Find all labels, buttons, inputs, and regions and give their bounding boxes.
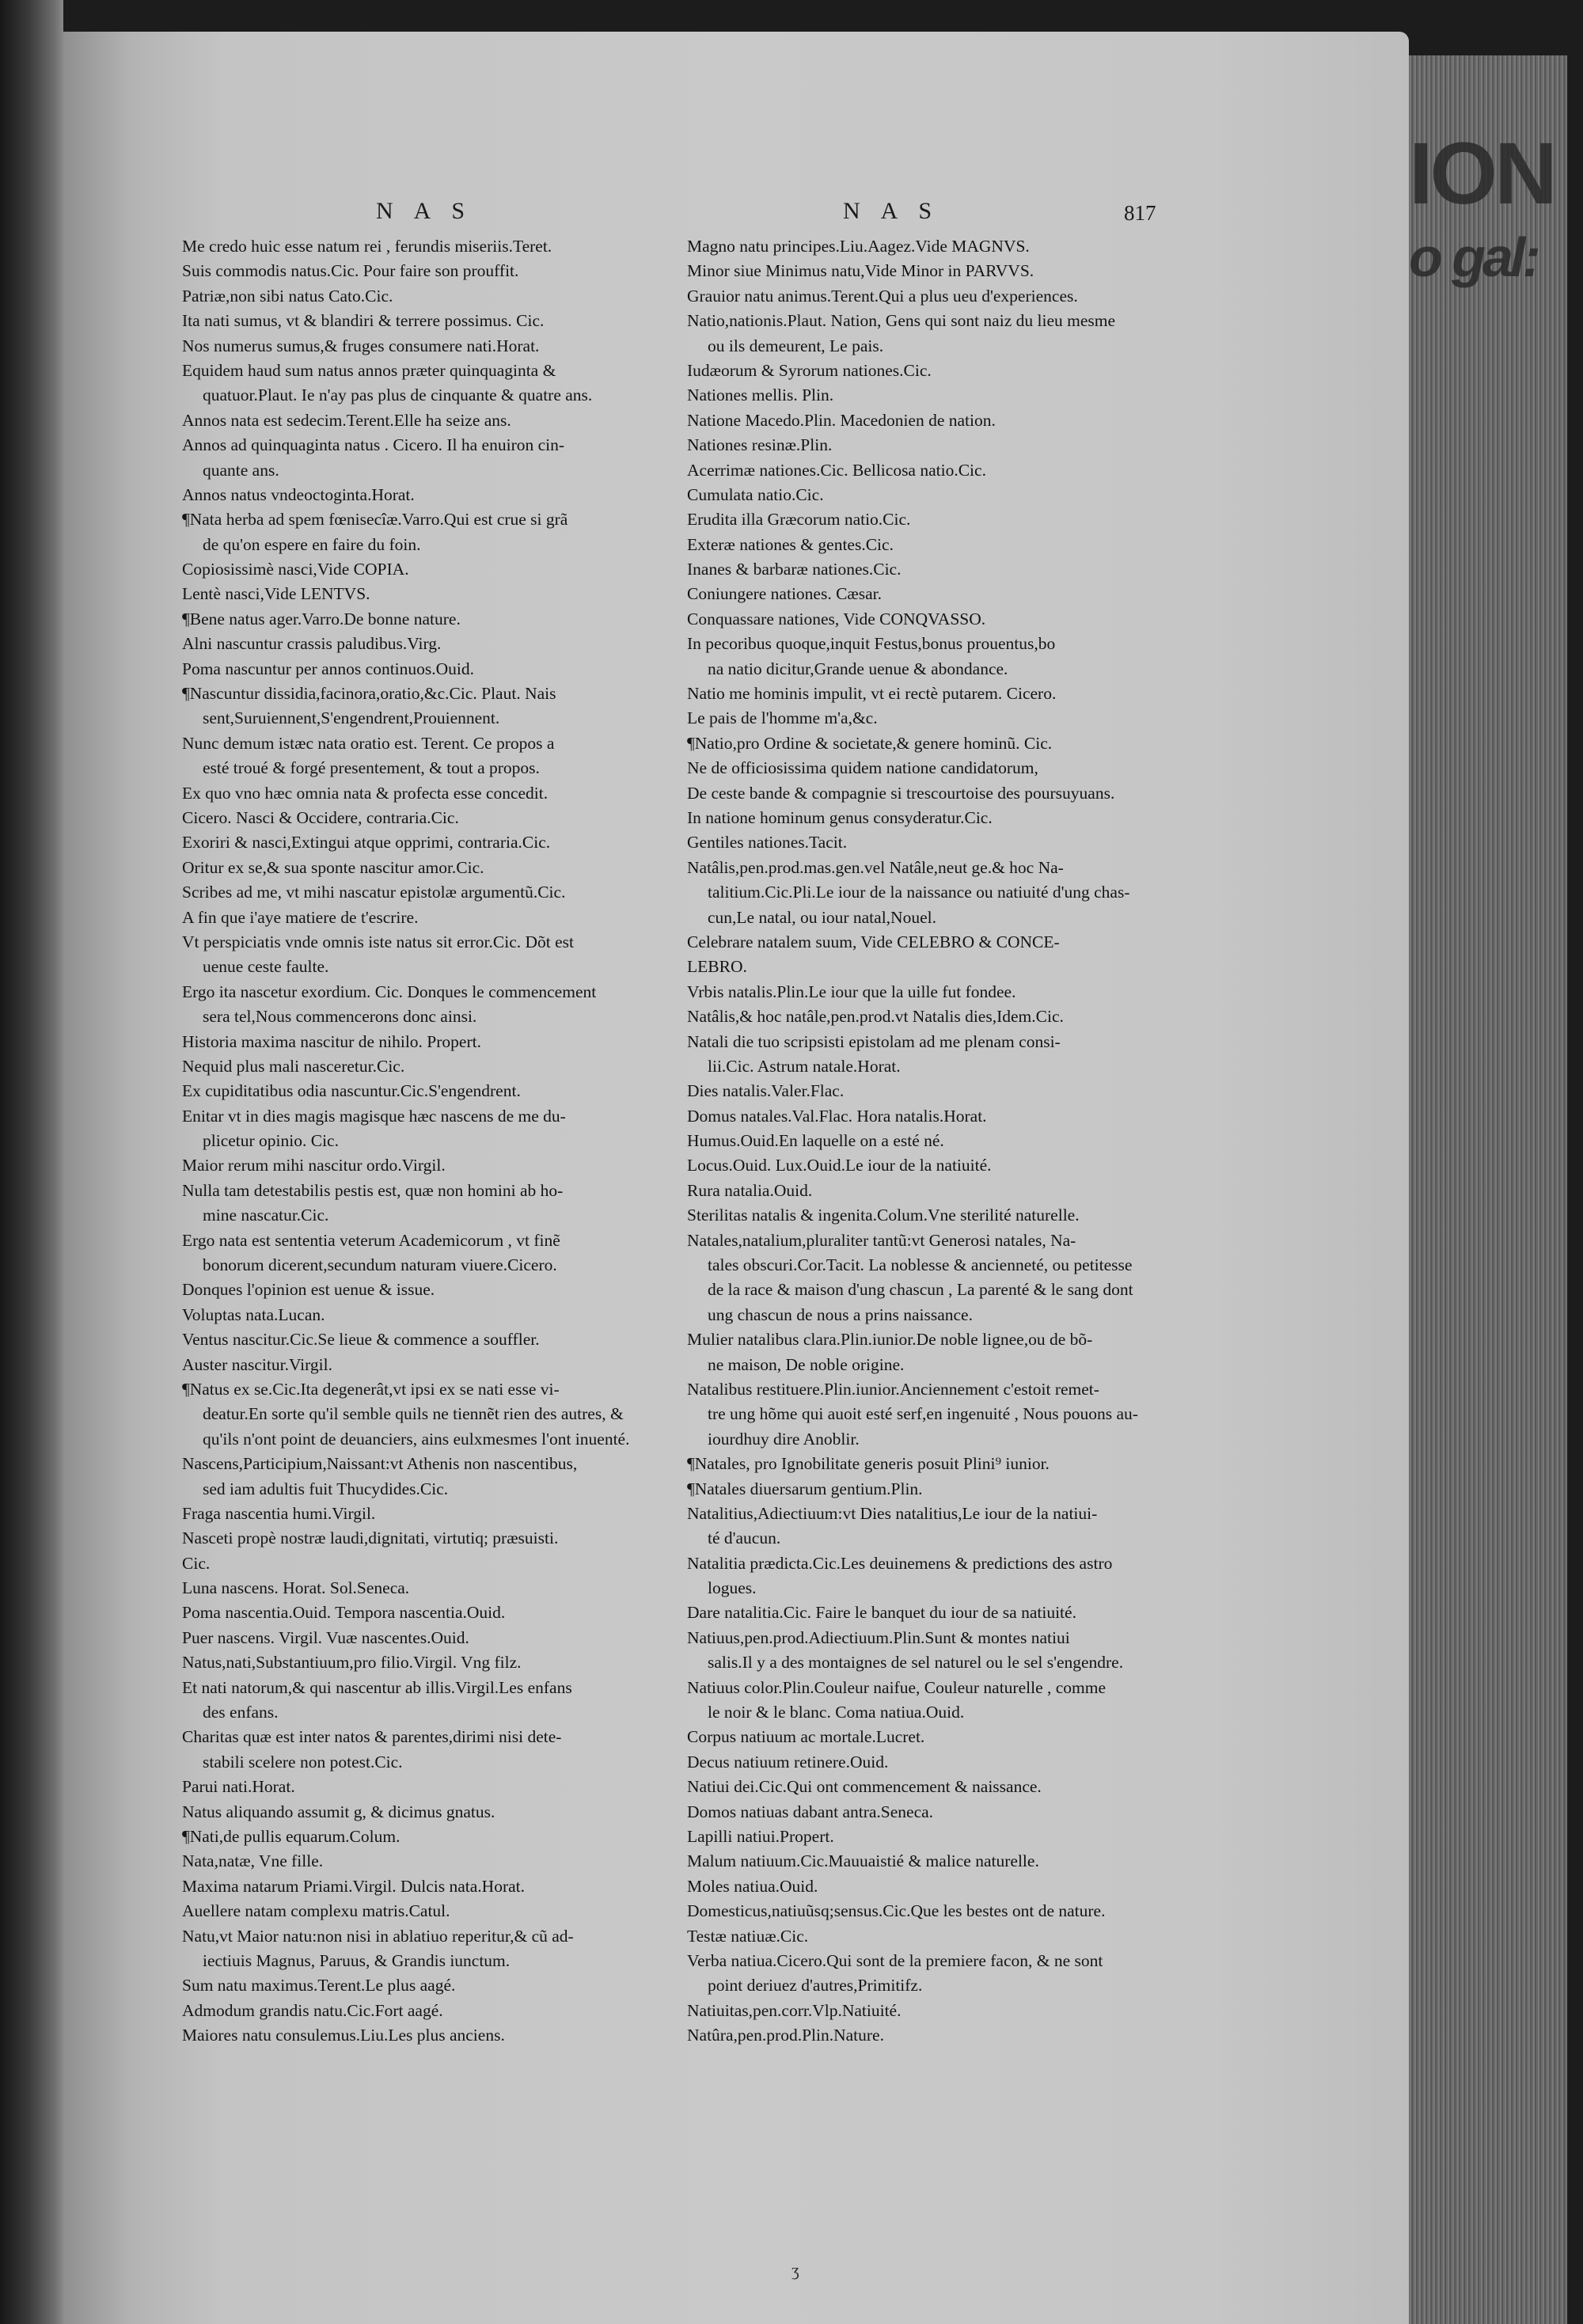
right-column-line: Natalibus restituere.Plin.iunior.Anciennement c'estoit remet- [687,1379,1099,1399]
right-column-line: Minor siue Minimus natu,Vide Minor in PARVVS. [687,261,1034,281]
right-column-line: De ceste bande & compagnie si trescourtoise des poursuyuans. [687,783,1115,803]
left-column-line: Ex cupiditatibus odia nascuntur.Cic.S'engendrent. [182,1081,521,1101]
left-column-line: stabili scelere non potest.Cic. [203,1752,403,1771]
left-column-line: Nasceti propè nostræ laudi,dignitati, virtutiq; præsuisti. [182,1528,559,1548]
right-column-line: Natione Macedo.Plin. Macedonien de nation. [687,410,996,430]
right-column-line: Natalitius,Adiectiuum:vt Dies natalitius,Le iour de la natiui- [687,1503,1098,1523]
left-column-line: Oritur ex se,& sua sponte nascitur amor.Cic. [182,857,484,877]
left-column-line: Enitar vt in dies magis magisque hæc nascens de me du- [182,1106,566,1126]
left-column-line: sent,Suruiennent,S'engendrent,Prouiennent. [203,708,500,728]
right-column-line: tales obscuri.Cor.Tacit. La noblesse & ancienneté, ou petitesse [708,1255,1133,1275]
right-column-line: Natiuus color.Plin.Couleur naifue, Couleur naturelle , comme [687,1677,1107,1697]
left-column-line: Charitas quæ est inter natos & parentes,dirimi nisi dete- [182,1727,562,1747]
right-column-line: Gentiles nationes.Tacit. [687,833,848,853]
right-column-line: Natales,natalium,pluraliter tantũ:vt Generosi natales, Na- [687,1230,1076,1250]
right-column-line: Domos natiuas dabant antra.Seneca. [687,1802,934,1821]
right-column-line: Verba natiua.Cicero.Qui sont de la premiere facon, & ne sont [687,1950,1103,1970]
right-column-line: Grauior natu animus.Terent.Qui a plus ueu d'experiences. [687,286,1078,306]
right-column-line: Natâlis,pen.prod.mas.gen.vel Natâle,neut ge.& hoc Na- [687,857,1064,877]
left-column-line: Nata,natæ, Vne fille. [182,1851,324,1871]
right-column-line: ¶Natales, pro Ignobilitate generis posuit Plini⁹ iunior. [687,1454,1050,1474]
right-column-line: Magno natu principes.Liu.Aagez.Vide MAGNVS. [687,237,1030,256]
right-column-line: Vrbis natalis.Plin.Le iour que la uille fut fondee. [687,982,1016,1001]
right-column-line: In pecoribus quoque,inquit Festus,bonus prouentus,bo [687,634,1056,654]
spine-label-line1: ION [1409,127,1555,222]
left-column-line: Maxima natarum Priami.Virgil. Dulcis nata.Horat. [182,1876,525,1896]
left-column-line: Natus,nati,Substantiuum,pro filio.Virgil. Vng filz. [182,1653,522,1673]
right-column-line: le noir & le blanc. Coma natiua.Ouid. [708,1703,965,1722]
left-column-line: Nascens,Participium,Naissant:vt Athenis non nascentibus, [182,1454,578,1474]
right-column-line: Natalitia prædicta.Cic.Les deuinemens & predictions des astro [687,1553,1113,1573]
left-column-line: Exoriri & nasci,Extingui atque opprimi, contraria.Cic. [182,833,551,853]
left-column-line: Parui nati.Horat. [182,1777,295,1797]
left-column-line: plicetur opinio. Cic. [203,1131,339,1151]
right-column-line: Inanes & barbaræ nationes.Cic. [687,560,902,579]
left-column-line: Patriæ,non sibi natus Cato.Cic. [182,286,393,306]
right-column-line: ¶Natio,pro Ordine & societate,& genere hominũ. Cic. [687,733,1053,753]
right-column-line: logues. [708,1578,757,1598]
left-column-line: Puer nascens. Virgil. Vuæ nascentes.Ouid. [182,1627,469,1647]
left-column-line: Annos nata est sedecim.Terent.Elle ha seize ans. [182,410,511,430]
right-column-line: Dies natalis.Valer.Flac. [687,1081,845,1101]
left-column [182,234,673,2049]
page-number: 817 [1124,201,1156,225]
left-column-line: ¶Nascuntur dissidia,facinora,oratio,&c.Cic. Plaut. Nais [182,684,556,704]
right-column-line: Natali die tuo scripsisti epistolam ad me plenam consi- [687,1031,1061,1051]
spine-label [1409,127,1583,332]
left-column-line: Vt perspiciatis vnde omnis iste natus sit error.Cic. Dõt est [182,932,575,951]
right-column-line: Natiuitas,pen.corr.Vlp.Natiuité. [687,2000,902,2020]
right-column-line: Moles natiua.Ouid. [687,1876,818,1896]
left-column-line: Lentè nasci,Vide LENTVS. [182,584,370,604]
right-column-line: Dare natalitia.Cic. Faire le banquet du iour de sa natiuité. [687,1603,1076,1623]
right-column-line: Iudæorum & Syrorum nationes.Cic. [687,360,932,380]
left-column-line: Scribes ad me, vt mihi nascatur epistolæ argumentũ.Cic. [182,883,566,902]
right-column-line: Le pais de l'homme m'a,&c. [687,708,878,728]
left-column-line: Annos natus vndeoctoginta.Horat. [182,484,415,504]
right-column-line: ne maison, De noble origine. [708,1354,905,1374]
left-column-line: qu'ils n'ont point de deuanciers, ains eulxmesmes l'ont inuenté. [203,1429,630,1449]
right-column-line: tre ung hõme qui auoit esté serf,en ingenuité , Nous pouons au- [708,1404,1138,1424]
right-column [687,234,1186,2049]
right-column-line: Humus.Ouid.En laquelle on a esté né. [687,1131,944,1151]
right-column-line: na natio dicitur,Grande uenue & abondance. [708,659,1008,678]
left-column-line: ¶Nata herba ad spem fœnisecîæ.Varro.Qui est crue si grã [182,510,568,530]
right-column-line: Exteræ nationes & gentes.Cic. [687,534,894,554]
left-column-line: uenue ceste faulte. [203,957,329,977]
right-column-line: Domesticus,natiuũsq;sensus.Cic.Que les bestes ont de nature. [687,1901,1106,1921]
left-column-line: esté troué & forgé presentement, & tout a propos. [203,758,540,778]
signature-mark: ʒ [792,2260,799,2280]
running-head-left: NAS [376,198,486,224]
left-column-line: Et nati natorum,& qui nascentur ab illis.Virgil.Les enfans [182,1677,572,1697]
right-column-line: In natione hominum genus consyderatur.Cic. [687,807,993,827]
right-column-line: Natio,nationis.Plaut. Nation, Gens qui sont naiz du lieu mesme [687,311,1116,331]
right-column-line: Conquassare nationes, Vide CONQVASSO. [687,609,986,628]
left-column-line: Nos numerus sumus,& fruges consumere nati.Horat. [182,336,540,355]
left-column-line: Cic. [182,1553,211,1573]
left-column-line: Natu,vt Maior natu:non nisi in ablatiuo reperitur,& cũ ad- [182,1926,574,1946]
right-column-line: Coniungere nationes. Cæsar. [687,584,883,604]
left-column-line: Maiores natu consulemus.Liu.Les plus anciens. [182,2026,505,2045]
right-column-line: Mulier natalibus clara.Plin.iunior.De noble lignee,ou de bõ- [687,1330,1093,1350]
left-column-line: iectiuis Magnus, Paruus, & Grandis iunctum. [203,1950,511,1970]
left-column-line: deatur.En sorte qu'il semble quils ne tiennẽt rien des autres, & [203,1404,624,1424]
right-column-line: lii.Cic. Astrum natale.Horat. [708,1056,901,1076]
left-column-line: Nulla tam detestabilis pestis est, quæ non homini ab ho- [182,1180,564,1200]
left-column-line: Copiosissimè nasci,Vide COPIA. [182,560,409,579]
left-column-line: Voluptas nata.Lucan. [182,1304,325,1324]
left-column-line: Poma nascentia.Ouid. Tempora nascentia.Ouid. [182,1603,506,1623]
right-column-line: Natâlis,& hoc natâle,pen.prod.vt Natalis dies,Idem.Cic. [687,1007,1064,1027]
left-column-line: Nunc demum istæc nata oratio est. Terent. Ce propos a [182,733,555,753]
left-column-line: Ex quo vno hæc omnia nata & profecta esse concedit. [182,783,549,803]
running-head-right: NAS [843,198,953,224]
left-column-line: Auster nascitur.Virgil. [182,1354,332,1374]
right-column-line: té d'aucun. [708,1528,781,1548]
book-binding [0,0,63,2324]
left-column-line: Annos ad quinquaginta natus . Cicero. Il ha enuiron cin- [182,435,565,455]
right-column-line: Natiui dei.Cic.Qui ont commencement & naissance. [687,1777,1042,1797]
right-column-line: iourdhuy dire Anoblir. [708,1429,860,1449]
right-column-line: Nationes resinæ.Plin. [687,435,833,455]
right-column-line: Lapilli natiui.Propert. [687,1827,834,1846]
left-column-line: Equidem haud sum natus annos præter quinquaginta & [182,360,556,380]
right-column-line: Natiuus,pen.prod.Adiectiuum.Plin.Sunt & montes natiui [687,1627,1070,1647]
right-column-line: Erudita illa Græcorum natio.Cic. [687,510,911,530]
right-column-line: cun,Le natal, ou iour natal,Nouel. [708,907,936,927]
left-column-line: mine nascatur.Cic. [203,1206,329,1225]
left-column-line: ¶Bene natus ager.Varro.De bonne nature. [182,609,461,628]
left-column-line: Historia maxima nascitur de nihilo. Propert. [182,1031,481,1051]
right-column-line: Corpus natiuum ac mortale.Lucret. [687,1727,925,1747]
left-column-line: Ergo nata est sententia veterum Academicorum , vt finẽ [182,1230,560,1250]
left-column-line: de qu'on espere en faire du foin. [203,534,421,554]
right-column-line: Decus natiuum retinere.Ouid. [687,1752,889,1771]
spine-label-line2: o gal: [1409,226,1538,288]
left-column-line: Sum natu maximus.Terent.Le plus aagé. [182,1976,456,1996]
right-column-line: Rura natalia.Ouid. [687,1180,813,1200]
right-column-line: Sterilitas natalis & ingenita.Colum.Vne sterilité naturelle. [687,1206,1080,1225]
left-column-line: Poma nascuntur per annos continuos.Ouid. [182,659,475,678]
left-column-line: sera tel,Nous commencerons donc ainsi. [203,1007,477,1027]
left-column-line: Nequid plus mali nasceretur.Cic. [182,1056,405,1076]
left-column-line: quatuor.Plaut. Ie n'ay pas plus de cinquante & quatre ans. [203,385,593,405]
right-column-line: Natio me hominis impulit, vt ei rectè putarem. Cicero. [687,684,1057,704]
left-column-line: Admodum grandis natu.Cic.Fort aagé. [182,2000,443,2020]
right-column-line: Natûra,pen.prod.Plin.Nature. [687,2026,884,2045]
left-column-line: Auellere natam complexu matris.Catul. [182,1901,450,1921]
right-column-line: ung chascun de nous a prins naissance. [708,1304,973,1324]
page-edges [1409,55,1567,2324]
right-column-line: Nationes mellis. Plin. [687,385,834,405]
right-column-line: point deriuez d'autres,Primitifz. [708,1976,923,1996]
right-column-line: Cumulata natio.Cic. [687,484,824,504]
left-column-line: Donques l'opinion est uenue & issue. [182,1280,435,1300]
left-column-line: Cicero. Nasci & Occidere, contraria.Cic. [182,807,459,827]
right-column-line: Locus.Ouid. Lux.Ouid.Le iour de la natiuité. [687,1156,992,1175]
right-column-line: ¶Natales diuersarum gentium.Plin. [687,1479,923,1498]
left-column-line: Ita nati sumus, vt & blandiri & terrere possimus. Cic. [182,311,545,331]
left-column-line: Me credo huic esse natum rei , ferundis miseriis.Teret. [182,237,552,256]
left-column-line: Ventus nascitur.Cic.Se lieue & commence a souffler. [182,1330,540,1350]
right-column-line: Acerrimæ nationes.Cic. Bellicosa natio.Cic. [687,460,986,480]
right-column-line: Domus natales.Val.Flac. Hora natalis.Horat. [687,1106,987,1126]
left-column-line: sed iam adultis fuit Thucydides.Cic. [203,1479,449,1498]
right-column-line: talitium.Cic.Pli.Le iour de la naissance ou natiuité d'ung chas- [708,883,1130,902]
right-column-line: de la race & maison d'ung chascun , La parenté & le sang dont [708,1280,1133,1300]
left-column-line: Fraga nascentia humi.Virgil. [182,1503,376,1523]
left-column-line: Luna nascens. Horat. Sol.Seneca. [182,1578,410,1598]
left-column-line: Suis commodis natus.Cic. Pour faire son prouffit. [182,261,519,281]
left-column-line: ¶Nati,de pullis equarum.Colum. [182,1827,400,1846]
left-column-line: Natus aliquando assumit g, & dicimus gnatus. [182,1802,495,1821]
left-column-line: Ergo ita nascetur exordium. Cic. Donques le commencement [182,982,597,1001]
left-column-line: des enfans. [203,1703,279,1722]
right-column-line: LEBRO. [687,957,747,977]
left-column-line: quante ans. [203,460,279,480]
left-column-line: Alni nascuntur crassis paludibus.Virg. [182,634,442,654]
right-column-line: ou ils demeurent, Le pais. [708,336,884,355]
right-column-line: Testæ natiuæ.Cic. [687,1926,809,1946]
right-column-line: Celebrare natalem suum, Vide CELEBRO & CONCE- [687,932,1060,951]
left-column-line: A fin que i'aye matiere de t'escrire. [182,907,419,927]
left-column-line: Maior rerum mihi nascitur ordo.Virgil. [182,1156,446,1175]
right-column-line: Malum natiuum.Cic.Mauuaistié & malice naturelle. [687,1851,1039,1871]
right-column-line: Ne de officiosissima quidem natione candidatorum, [687,758,1038,778]
left-column-line: bonorum dicerent,secundum naturam viuere.Cicero. [203,1255,557,1275]
right-column-line: salis.Il y a des montaignes de sel naturel ou le sel s'engendre. [708,1653,1124,1673]
left-column-line: ¶Natus ex se.Cic.Ita degenerât,vt ipsi ex se nati esse vi- [182,1379,560,1399]
